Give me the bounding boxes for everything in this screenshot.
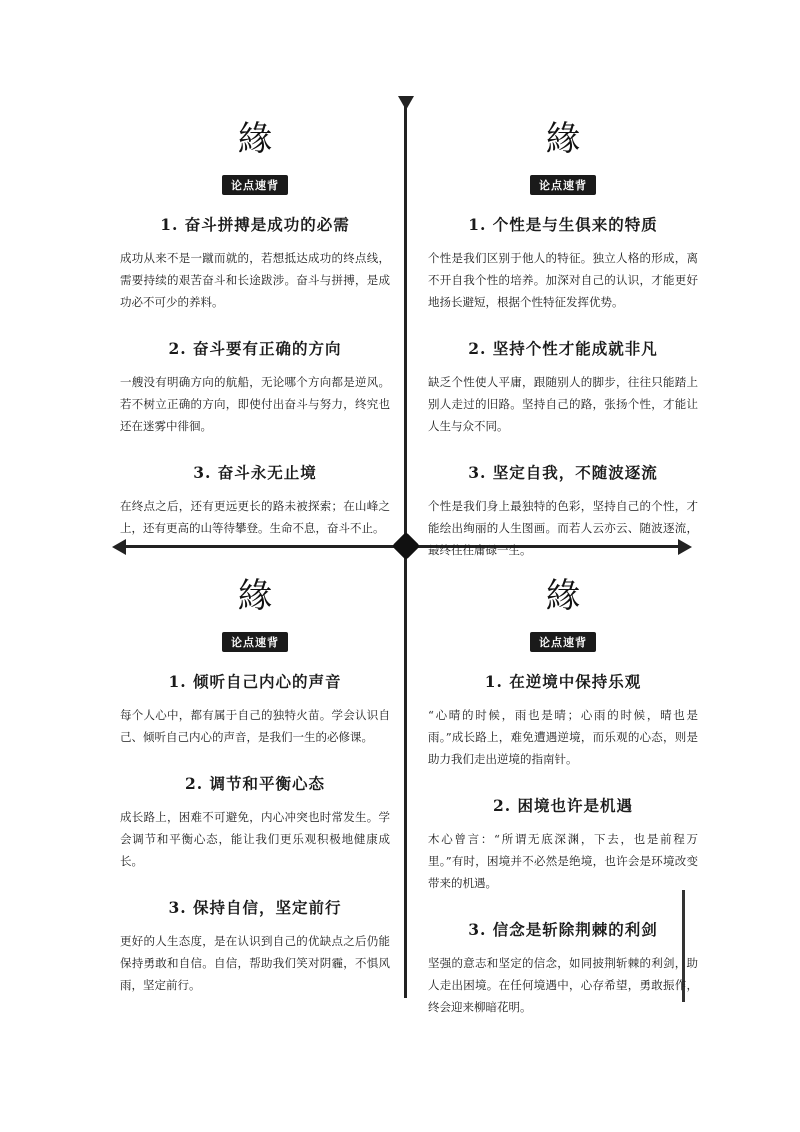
- calligraphy-logo: 緣: [546, 576, 580, 616]
- argument-title: 2. 奋斗要有正确的方向: [168, 339, 342, 358]
- argument-section: [120, 896, 390, 996]
- argument-section: [428, 461, 698, 561]
- argument-badge: 论点速背: [530, 175, 596, 195]
- panel-struggle: [120, 118, 390, 563]
- argument-title: 3. 信念是斩除荆棘的利剑: [468, 920, 658, 939]
- argument-section: [428, 794, 698, 894]
- argument-section: [428, 918, 698, 1018]
- panel-adversity: [428, 575, 698, 1042]
- argument-title: 2. 坚持个性才能成就非凡: [468, 339, 658, 358]
- argument-title: 3. 保持自信，坚定前行: [168, 898, 342, 917]
- argument-badge: 论点速背: [222, 175, 288, 195]
- argument-title: 1. 倾听自己内心的声音: [168, 672, 342, 691]
- argument-section: [428, 337, 698, 437]
- argument-body: 木心曾言：“所谓无底深渊，下去，也是前程万里。”有时，困境并不必然是绝境，也许会是环境改变带来的机遇。: [428, 832, 698, 890]
- calligraphy-logo: 緣: [238, 576, 272, 616]
- argument-body: 个性是我们身上最独特的色彩，坚持自己的个性，才能绘出绚丽的人生图画。而若人云亦云、随波逐流，最终往往庸碌一生。: [428, 499, 698, 557]
- argument-title: 1. 个性是与生俱来的特质: [468, 215, 658, 234]
- argument-title: 2. 困境也许是机遇: [492, 796, 634, 815]
- argument-title: 3. 奋斗永无止境: [193, 463, 317, 482]
- argument-section: [120, 337, 390, 437]
- argument-body: “心晴的时候，雨也是晴；心雨的时候，晴也是雨。”成长路上，难免遭遇逆境，而乐观的心态，则是助力我们走出逆境的指南针。: [428, 708, 698, 766]
- argument-badge: 论点速背: [222, 632, 288, 652]
- argument-section: [120, 213, 390, 313]
- center-ornament: [392, 532, 420, 560]
- argument-section: [120, 461, 390, 539]
- argument-body: 缺乏个性使人平庸，跟随别人的脚步，往往只能踏上别人走过的旧路。坚持自己的路，张扬个性，才能让人生与众不同。: [428, 375, 698, 433]
- calligraphy-logo: 緣: [238, 119, 272, 159]
- argument-body: 一艘没有明确方向的航船，无论哪个方向都是逆风。若不树立正确的方向，即使付出奋斗与努力，终究也还在迷雾中徘徊。: [120, 375, 390, 433]
- argument-badge: 论点速背: [530, 632, 596, 652]
- argument-section: [428, 213, 698, 313]
- argument-section: [120, 772, 390, 872]
- argument-title: 1. 奋斗拼搏是成功的必需: [160, 215, 350, 234]
- argument-body: 更好的人生态度，是在认识到自己的优缺点之后仍能保持勇敢和自信。自信，帮助我们笑对阴霾，不惧风雨，坚定前行。: [120, 934, 390, 992]
- argument-section: [428, 670, 698, 770]
- argument-body: 在终点之后，还有更远更长的路未被探索；在山峰之上，还有更高的山等待攀登。生命不息，奋斗不止。: [120, 499, 390, 535]
- panel-individuality: [428, 118, 698, 585]
- argument-body: 个性是我们区别于他人的特征。独立人格的形成，离不开自我个性的培养。加深对自己的认识，才能更好地扬长避短，根据个性特征发挥优势。: [428, 251, 698, 309]
- argument-body: 每个人心中，都有属于自己的独特火苗。学会认识自己、倾听自己内心的声音，是我们一生的必修课。: [120, 708, 390, 744]
- panel-inner-voice: [120, 575, 390, 1020]
- argument-title: 2. 调节和平衡心态: [184, 774, 326, 793]
- calligraphy-logo: 緣: [546, 119, 580, 159]
- argument-body: 成功从来不是一蹴而就的，若想抵达成功的终点线，需要持续的艰苦奋斗和长途跋涉。奋斗与拼搏，是成功必不可少的养料。: [120, 251, 390, 309]
- argument-title: 3. 坚定自我，不随波逐流: [468, 463, 658, 482]
- argument-title: 1. 在逆境中保持乐观: [484, 672, 642, 691]
- argument-body: 成长路上，困难不可避免，内心冲突也时常发生。学会调节和平衡心态，能让我们更乐观积极地健康成长。: [120, 810, 390, 868]
- argument-body: 坚强的意志和坚定的信念，如同披荆斩棘的利剑，助人走出困境。在任何境遇中，心存希望，勇敢振作，终会迎来柳暗花明。: [428, 956, 698, 1014]
- argument-section: [120, 670, 390, 748]
